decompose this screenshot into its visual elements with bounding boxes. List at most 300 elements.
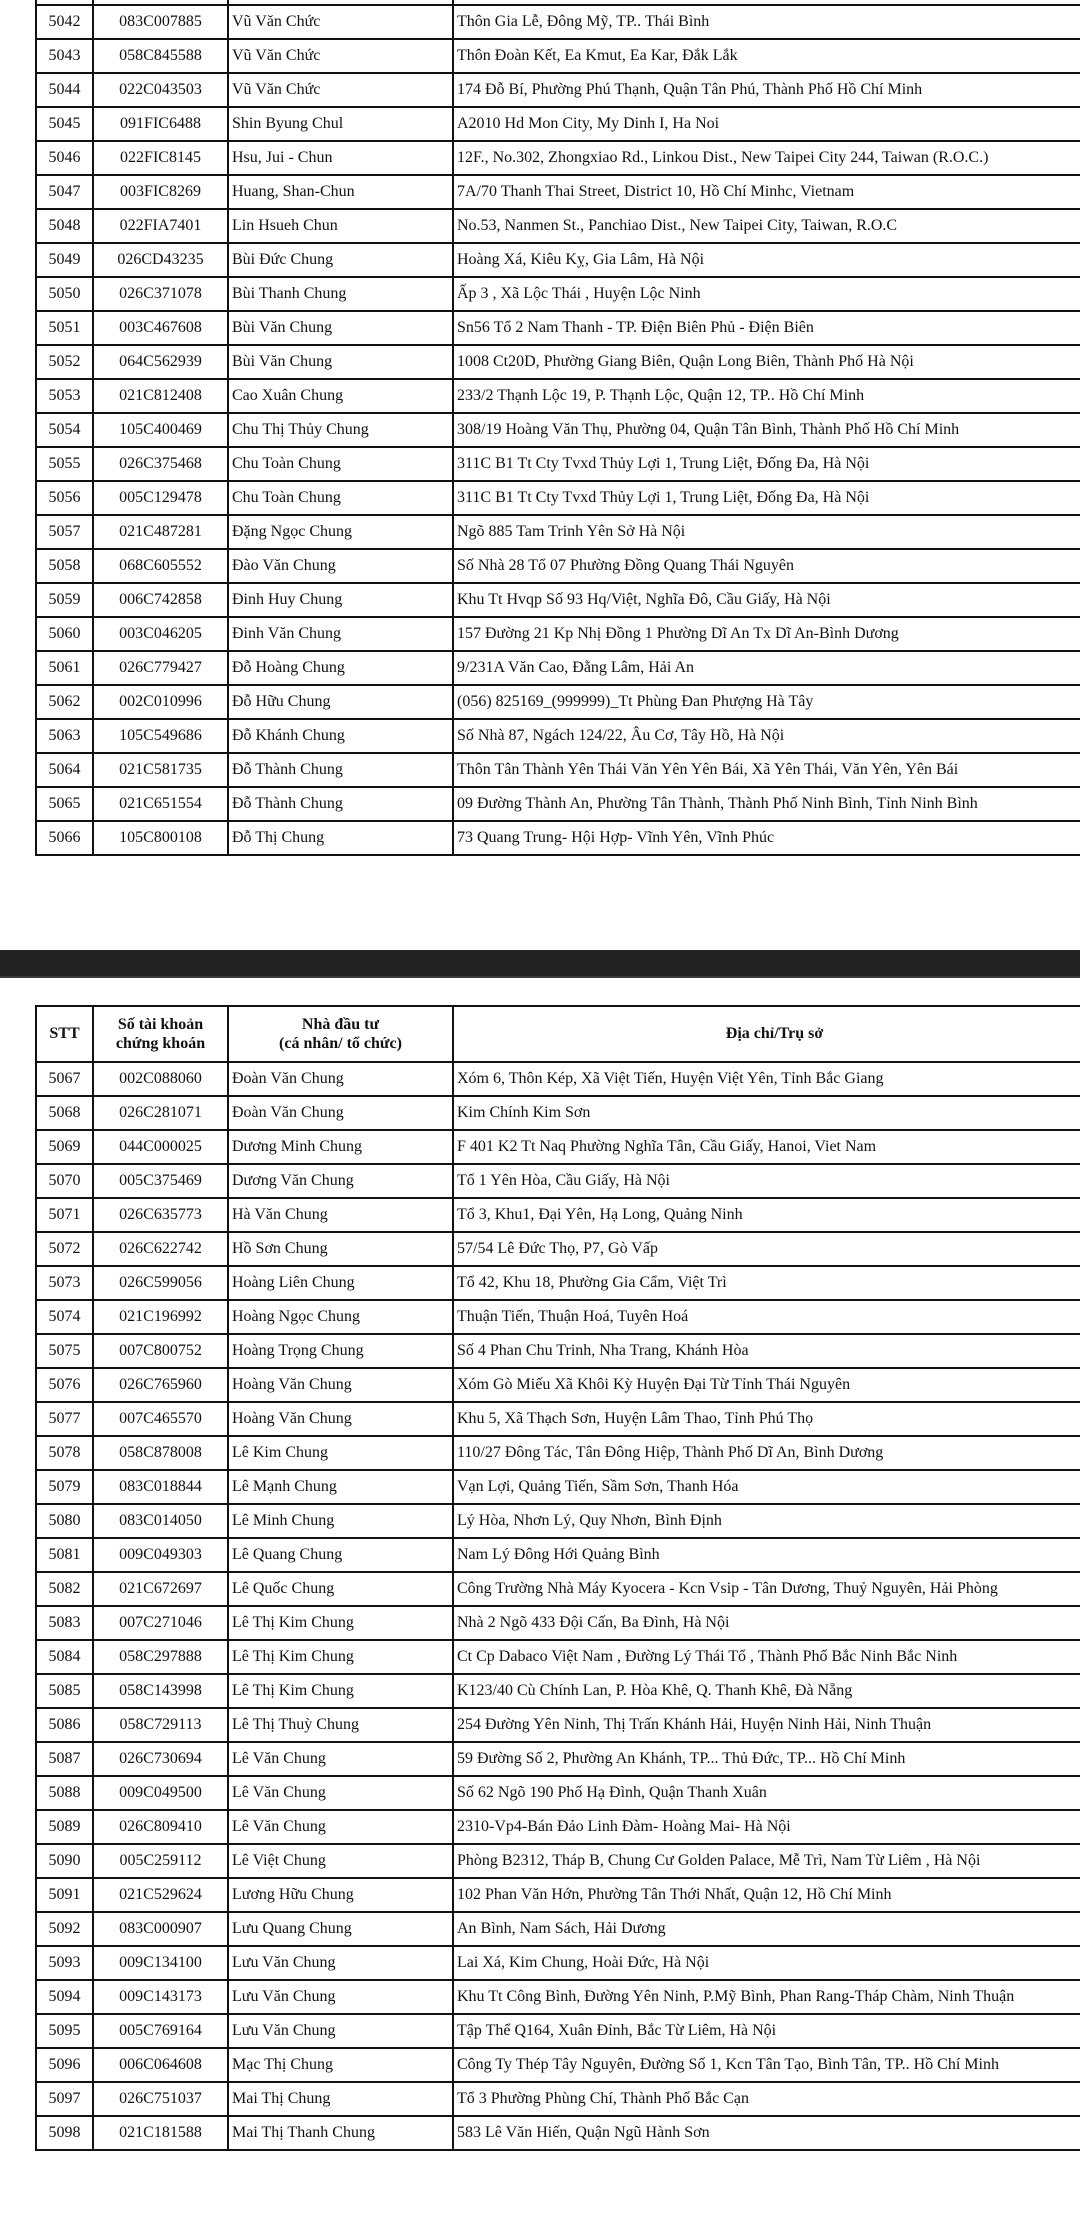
table-row (36, 1980, 1080, 2014)
cell-stt: 5055 (36, 447, 93, 481)
cell-address: Số 4 Phan Chu Trinh, Nha Trang, Khánh Hòa (453, 1334, 1080, 1368)
cell-investor-name: Lưu Quang Chung (228, 1912, 453, 1946)
cell-address: Khu Tt Công Bình, Đường Yên Ninh, P.Mỹ Bình, Phan Rang-Tháp Chàm, Ninh Thuận (453, 1980, 1080, 2014)
cell-account-number: 068C605552 (93, 549, 228, 583)
table-row (36, 1572, 1080, 1606)
cell-stt: 5046 (36, 141, 93, 175)
cell-stt: 5078 (36, 1436, 93, 1470)
cell-investor-name: Đỗ Thành Chung (228, 753, 453, 787)
cell-address: 308/19 Hoàng Văn Thụ, Phường 04, Quận Tân Bình, Thành Phố Hồ Chí Minh (453, 413, 1080, 447)
cell-investor-name: Dương Văn Chung (228, 1164, 453, 1198)
cell-address: Thuận Tiến, Thuận Hoá, Tuyên Hoá (453, 1300, 1080, 1334)
cell-investor-name: Đỗ Hữu Chung (228, 685, 453, 719)
cell-investor-name: Đào Văn Chung (228, 549, 453, 583)
cell-investor-name: Lê Quốc Chung (228, 1572, 453, 1606)
cell-account-number: 064C562939 (93, 345, 228, 379)
header-account-line2: chứng khoán (115, 1035, 206, 1052)
cell-address: 09 Đường Thành An, Phường Tân Thành, Thành Phố Ninh Bình, Tỉnh Ninh Bình (453, 787, 1080, 821)
cell-investor-name: Đinh Huy Chung (228, 583, 453, 617)
cell-account-number: 083C000907 (93, 1912, 228, 1946)
cell-stt: 5066 (36, 821, 93, 855)
cell-address: 110/27 Đông Tác, Tân Đông Hiệp, Thành Phố Dĩ An, Bình Dương (453, 1436, 1080, 1470)
table-row (36, 583, 1080, 617)
cell-address: 254 Đường Yên Ninh, Thị Trấn Khánh Hải, Huyện Ninh Hải, Ninh Thuận (453, 1708, 1080, 1742)
cell-account-number: 022C043503 (93, 73, 228, 107)
cell-investor-name: Lê Thị Kim Chung (228, 1606, 453, 1640)
cell-stt: 5085 (36, 1674, 93, 1708)
cell-account-number: 026C599056 (93, 1266, 228, 1300)
cell-stt: 5043 (36, 39, 93, 73)
cell-account-number: 007C271046 (93, 1606, 228, 1640)
cell-investor-name: Đặng Ngọc Chung (228, 515, 453, 549)
cell-stt: 5045 (36, 107, 93, 141)
table-row (36, 651, 1080, 685)
cell-address: Phòng B2312, Tháp B, Chung Cư Golden Palace, Mễ Trì, Nam Từ Liêm , Hà Nội (453, 1844, 1080, 1878)
table-row (36, 2048, 1080, 2082)
cell-account-number: 026C809410 (93, 1810, 228, 1844)
cell-address: Số Nhà 87, Ngách 124/22, Âu Cơ, Tây Hồ, Hà Nội (453, 719, 1080, 753)
cell-investor-name: Lê Văn Chung (228, 1776, 453, 1810)
table-row (36, 787, 1080, 821)
cell-stt: 5048 (36, 209, 93, 243)
cell-address: 583 Lê Văn Hiến, Quận Ngũ Hành Sơn (453, 2116, 1080, 2150)
cell-stt: 5084 (36, 1640, 93, 1674)
header-stt-label: STT (49, 1025, 80, 1043)
cell-address: 73 Quang Trung- Hội Hợp- Vĩnh Yên, Vĩnh Phúc (453, 821, 1080, 855)
cell-account-number: 005C129478 (93, 481, 228, 515)
cell-account-number: 091FIC6488 (93, 107, 228, 141)
cell-investor-name: Lin Hsueh Chun (228, 209, 453, 243)
cell-stt: 5077 (36, 1402, 93, 1436)
cell-investor-name: Lê Thị Thuỳ Chung (228, 1708, 453, 1742)
cell-stt: 5062 (36, 685, 93, 719)
table-row (36, 311, 1080, 345)
cell-investor-name: Hoàng Văn Chung (228, 1368, 453, 1402)
cell-stt: 5047 (36, 175, 93, 209)
table-row (36, 685, 1080, 719)
cell-account-number: 021C672697 (93, 1572, 228, 1606)
table-row (36, 1708, 1080, 1742)
cell-account-number: 026C622742 (93, 1232, 228, 1266)
cell-investor-name: Đỗ Khánh Chung (228, 719, 453, 753)
cell-stt: 5068 (36, 1096, 93, 1130)
cell-investor-name: Lưu Văn Chung (228, 1980, 453, 2014)
cell-account-number: 083C007885 (93, 5, 228, 39)
cell-account-number: 058C845588 (93, 39, 228, 73)
table-row (36, 1334, 1080, 1368)
cell-address: 102 Phan Văn Hớn, Phường Tân Thới Nhất, Quận 12, Hồ Chí Minh (453, 1878, 1080, 1912)
table-row (36, 1300, 1080, 1334)
table-row (36, 413, 1080, 447)
cell-account-number: 003FIC8269 (93, 175, 228, 209)
cell-stt: 5057 (36, 515, 93, 549)
cell-stt: 5081 (36, 1538, 93, 1572)
cell-account-number: 006C064608 (93, 2048, 228, 2082)
table-row (36, 1810, 1080, 1844)
cell-investor-name: Hồ Sơn Chung (228, 1232, 453, 1266)
cell-address: Kim Chính Kim Sơn (453, 1096, 1080, 1130)
table-row (36, 1368, 1080, 1402)
cell-account-number: 021C196992 (93, 1300, 228, 1334)
table-row (36, 1776, 1080, 1810)
cell-account-number: 009C143173 (93, 1980, 228, 2014)
table-row (36, 345, 1080, 379)
cell-stt: 5086 (36, 1708, 93, 1742)
cell-account-number: 002C010996 (93, 685, 228, 719)
cell-account-number: 105C400469 (93, 413, 228, 447)
cell-address: Tổ 42, Khu 18, Phường Gia Cẩm, Việt Trì (453, 1266, 1080, 1300)
table-row (36, 1742, 1080, 1776)
cell-stt: 5083 (36, 1606, 93, 1640)
cell-stt: 5054 (36, 413, 93, 447)
table-row (36, 107, 1080, 141)
cell-stt: 5049 (36, 243, 93, 277)
cell-account-number: 105C549686 (93, 719, 228, 753)
cell-address: 12F., No.302, Zhongxiao Rd., Linkou Dist., New Taipei City 244, Taiwan (R.O.C.) (453, 141, 1080, 175)
cell-account-number: 026C751037 (93, 2082, 228, 2116)
cell-stt: 5069 (36, 1130, 93, 1164)
cell-address: Tổ 1 Yên Hòa, Cầu Giấy, Hà Nội (453, 1164, 1080, 1198)
cell-account-number: 083C018844 (93, 1470, 228, 1504)
cell-stt: 5064 (36, 753, 93, 787)
header-address-label: Địa chỉ/Trụ sở (725, 1025, 824, 1043)
table-body (36, 0, 1080, 855)
table-row (36, 753, 1080, 787)
cell-account-number: 026C635773 (93, 1198, 228, 1232)
cell-account-number: 026C281071 (93, 1096, 228, 1130)
header-account-line1: Số tài khoản (117, 1015, 204, 1033)
header-row (36, 1006, 1080, 1062)
cell-address: (056) 825169_(999999)_Tt Phùng Đan Phượng Hà Tây (453, 685, 1080, 719)
cell-address: Ấp 3 , Xã Lộc Thái , Huyện Lộc Ninh (453, 277, 1080, 311)
cell-investor-name: Bùi Văn Chung (228, 311, 453, 345)
cell-stt: 5087 (36, 1742, 93, 1776)
table-row (36, 277, 1080, 311)
table-row (36, 1606, 1080, 1640)
investor-table-page-2 (35, 1005, 1080, 2151)
cell-stt: 5080 (36, 1504, 93, 1538)
cell-investor-name: Hoàng Ngọc Chung (228, 1300, 453, 1334)
cell-account-number: 058C878008 (93, 1436, 228, 1470)
table-row (36, 5, 1080, 39)
cell-stt: 5091 (36, 1878, 93, 1912)
cell-address: A2010 Hd Mon City, My Dinh I, Ha Noi (453, 107, 1080, 141)
cell-investor-name: Đỗ Thị Chung (228, 821, 453, 855)
cell-investor-name: Chu Toàn Chung (228, 447, 453, 481)
cell-address: 157 Đường 21 Kp Nhị Đồng 1 Phường Dĩ An Tx Dĩ An-Bình Dương (453, 617, 1080, 651)
table-row (36, 1130, 1080, 1164)
cell-address: 311C B1 Tt Cty Tvxd Thủy Lợi 1, Trung Liệt, Đống Đa, Hà Nội (453, 447, 1080, 481)
table-row (36, 39, 1080, 73)
cell-stt: 5097 (36, 2082, 93, 2116)
cell-investor-name: Huang, Shan-Chun (228, 175, 453, 209)
cell-account-number: 009C049303 (93, 1538, 228, 1572)
cell-stt: 5053 (36, 379, 93, 413)
cell-stt: 5082 (36, 1572, 93, 1606)
cell-account-number: 026CD43235 (93, 243, 228, 277)
cell-address: Vạn Lợi, Quảng Tiến, Sầm Sơn, Thanh Hóa (453, 1470, 1080, 1504)
cell-investor-name: Vũ Văn Chức (228, 73, 453, 107)
cell-account-number: 022FIA7401 (93, 209, 228, 243)
table-row (36, 821, 1080, 855)
cell-account-number: 005C259112 (93, 1844, 228, 1878)
cell-stt: 5050 (36, 277, 93, 311)
cell-account-number: 006C742858 (93, 583, 228, 617)
cell-address: Tổ 3, Khu1, Đại Yên, Hạ Long, Quảng Ninh (453, 1198, 1080, 1232)
cell-address: Tổ 3 Phường Phùng Chí, Thành Phố Bắc Cạn (453, 2082, 1080, 2116)
cell-account-number: 021C181588 (93, 2116, 228, 2150)
table-row (36, 1946, 1080, 1980)
cell-account-number: 021C487281 (93, 515, 228, 549)
cell-address: F 401 K2 Tt Naq Phường Nghĩa Tân, Cầu Giấy, Hanoi, Viet Nam (453, 1130, 1080, 1164)
cell-investor-name: Đoàn Văn Chung (228, 1062, 453, 1096)
cell-investor-name: Lưu Văn Chung (228, 2014, 453, 2048)
cell-investor-name: Vũ Văn Chức (228, 5, 453, 39)
cell-address: 1008 Ct20D, Phường Giang Biên, Quận Long Biên, Thành Phố Hà Nội (453, 345, 1080, 379)
cell-address: Công Trường Nhà Máy Kyocera - Kcn Vsip - Tân Dương, Thuỷ Nguyên, Hải Phòng (453, 1572, 1080, 1606)
cell-account-number: 007C465570 (93, 1402, 228, 1436)
table-row (36, 2116, 1080, 2150)
cell-account-number: 021C651554 (93, 787, 228, 821)
cell-investor-name: Đinh Văn Chung (228, 617, 453, 651)
table-row (36, 73, 1080, 107)
cell-address: Số Nhà 28 Tổ 07 Phường Đồng Quang Thái Nguyên (453, 549, 1080, 583)
cell-account-number: 026C765960 (93, 1368, 228, 1402)
cell-investor-name: Lương Hữu Chung (228, 1878, 453, 1912)
cell-address: Khu 5, Xã Thạch Sơn, Huyện Lâm Thao, Tỉnh Phú Thọ (453, 1402, 1080, 1436)
cell-investor-name: Mạc Thị Chung (228, 2048, 453, 2082)
cell-address: Hoàng Xá, Kiêu Kỵ, Gia Lâm, Hà Nội (453, 243, 1080, 277)
cell-address: Nhà 2 Ngõ 433 Đội Cấn, Ba Đình, Hà Nội (453, 1606, 1080, 1640)
cell-investor-name: Lưu Văn Chung (228, 1946, 453, 1980)
cell-account-number: 058C297888 (93, 1640, 228, 1674)
cell-address: Ngõ 885 Tam Trinh Yên Sở Hà Nội (453, 515, 1080, 549)
cell-investor-name: Mai Thị Thanh Chung (228, 2116, 453, 2150)
cell-address: Sn56 Tổ 2 Nam Thanh - TP. Điện Biên Phủ - Điện Biên (453, 311, 1080, 345)
cell-investor-name: Lê Văn Chung (228, 1810, 453, 1844)
table-row (36, 141, 1080, 175)
cell-address: An Bình, Nam Sách, Hải Dương (453, 1912, 1080, 1946)
cell-address: Khu Tt Hvqp Số 93 Hq/Việt, Nghĩa Đô, Cầu Giấy, Hà Nội (453, 583, 1080, 617)
cell-investor-name: Lê Minh Chung (228, 1504, 453, 1538)
cell-address: Ct Cp Dabaco Việt Nam , Đường Lý Thái Tổ , Thành Phố Bắc Ninh Bắc Ninh (453, 1640, 1080, 1674)
cell-investor-name: Vũ Văn Chức (228, 39, 453, 73)
cell-stt: 5052 (36, 345, 93, 379)
cell-address: Xóm 6, Thôn Kép, Xã Việt Tiến, Huyện Việt Yên, Tỉnh Bắc Giang (453, 1062, 1080, 1096)
table-row (36, 1878, 1080, 1912)
header-investor-line1: Nhà đầu tư (301, 1015, 380, 1033)
cell-address: 9/231A Văn Cao, Đằng Lâm, Hải An (453, 651, 1080, 685)
cell-investor-name: Đỗ Hoàng Chung (228, 651, 453, 685)
cell-account-number: 005C769164 (93, 2014, 228, 2048)
table-row (36, 1504, 1080, 1538)
cell-investor-name: Đoàn Văn Chung (228, 1096, 453, 1130)
cell-stt: 5059 (36, 583, 93, 617)
cell-address: Thôn Đoàn Kết, Ea Kmut, Ea Kar, Đắk Lắk (453, 39, 1080, 73)
table-row (36, 1232, 1080, 1266)
cell-investor-name: Bùi Văn Chung (228, 345, 453, 379)
cell-account-number: 026C375468 (93, 447, 228, 481)
cell-investor-name: Hà Văn Chung (228, 1198, 453, 1232)
cell-investor-name: Lê Thị Kim Chung (228, 1640, 453, 1674)
cell-stt: 5067 (36, 1062, 93, 1096)
table-row (36, 719, 1080, 753)
table-row (36, 1402, 1080, 1436)
cell-address: 174 Đỗ Bí, Phường Phú Thạnh, Quận Tân Phú, Thành Phố Hồ Chí Minh (453, 73, 1080, 107)
cell-stt: 5074 (36, 1300, 93, 1334)
table-row (36, 1470, 1080, 1504)
cell-account-number: 044C000025 (93, 1130, 228, 1164)
cell-account-number: 026C730694 (93, 1742, 228, 1776)
cell-stt: 5042 (36, 5, 93, 39)
table-row (36, 2014, 1080, 2048)
cell-stt: 5095 (36, 2014, 93, 2048)
page-separator-band (0, 950, 1080, 978)
cell-address: Lý Hòa, Nhơn Lý, Quy Nhơn, Bình Định (453, 1504, 1080, 1538)
cell-investor-name: Mai Thị Chung (228, 2082, 453, 2116)
cell-account-number: 105C800108 (93, 821, 228, 855)
table-row (36, 1198, 1080, 1232)
cell-address: 7A/70 Thanh Thai Street, District 10, Hồ Chí Minhc, Vietnam (453, 175, 1080, 209)
cell-account-number: 007C800752 (93, 1334, 228, 1368)
cell-investor-name: Lê Quang Chung (228, 1538, 453, 1572)
cell-investor-name: Lê Kim Chung (228, 1436, 453, 1470)
cell-address: Công Ty Thép Tây Nguyên, Đường Số 1, Kcn Tân Tạo, Bình Tân, TP.. Hồ Chí Minh (453, 2048, 1080, 2082)
cell-account-number: 026C779427 (93, 651, 228, 685)
table-row (36, 617, 1080, 651)
table-row (36, 1062, 1080, 1096)
header-stt (36, 1006, 93, 1062)
table-row (36, 1164, 1080, 1198)
cell-stt: 5063 (36, 719, 93, 753)
table-row (36, 1912, 1080, 1946)
cell-investor-name: Lê Việt Chung (228, 1844, 453, 1878)
table-row (36, 379, 1080, 413)
cell-address: Thôn Gia Lễ, Đông Mỹ, TP.. Thái Bình (453, 5, 1080, 39)
table-row (36, 1266, 1080, 1300)
cell-address: No.53, Nanmen St., Panchiao Dist., New Taipei City, Taiwan, R.O.C (453, 209, 1080, 243)
cell-stt: 5096 (36, 2048, 93, 2082)
cell-account-number: 021C812408 (93, 379, 228, 413)
cell-stt: 5093 (36, 1946, 93, 1980)
cell-address: Tập Thể Q164, Xuân Đỉnh, Bắc Từ Liêm, Hà Nội (453, 2014, 1080, 2048)
cell-investor-name: Bùi Đức Chung (228, 243, 453, 277)
cell-stt: 5092 (36, 1912, 93, 1946)
table-row (36, 549, 1080, 583)
cell-investor-name: Chu Toàn Chung (228, 481, 453, 515)
cell-address: Số 62 Ngõ 190 Phố Hạ Đình, Quận Thanh Xuân (453, 1776, 1080, 1810)
header-address (453, 1006, 1080, 1062)
cell-investor-name: Đỗ Thành Chung (228, 787, 453, 821)
cell-account-number: 009C049500 (93, 1776, 228, 1810)
cell-account-number: 022FIC8145 (93, 141, 228, 175)
table-row (36, 209, 1080, 243)
cell-account-number: 003C046205 (93, 617, 228, 651)
table-row (36, 447, 1080, 481)
table-row (36, 1436, 1080, 1470)
cell-stt: 5060 (36, 617, 93, 651)
table-row (36, 1674, 1080, 1708)
table-row (36, 1844, 1080, 1878)
cell-investor-name: Lê Văn Chung (228, 1742, 453, 1776)
cell-stt: 5089 (36, 1810, 93, 1844)
cell-investor-name: Hoàng Trọng Chung (228, 1334, 453, 1368)
cell-account-number: 009C134100 (93, 1946, 228, 1980)
cell-stt: 5090 (36, 1844, 93, 1878)
cell-account-number: 026C371078 (93, 277, 228, 311)
cell-account-number: 021C529624 (93, 1878, 228, 1912)
cell-address: 57/54 Lê Đức Thọ, P7, Gò Vấp (453, 1232, 1080, 1266)
cell-account-number: 021C581735 (93, 753, 228, 787)
cell-address: 233/2 Thạnh Lộc 19, P. Thạnh Lộc, Quận 12, TP.. Hồ Chí Minh (453, 379, 1080, 413)
header-investor-line2: (cá nhân/ tổ chức) (279, 1035, 402, 1052)
cell-stt: 5076 (36, 1368, 93, 1402)
table-body (36, 1062, 1080, 2150)
cell-stt: 5058 (36, 549, 93, 583)
table-row (36, 515, 1080, 549)
cell-account-number: 002C088060 (93, 1062, 228, 1096)
table-row (36, 175, 1080, 209)
cell-investor-name: Lê Mạnh Chung (228, 1470, 453, 1504)
cell-stt: 5056 (36, 481, 93, 515)
cell-investor-name: Hoàng Văn Chung (228, 1402, 453, 1436)
table-row (36, 1640, 1080, 1674)
cell-address: Lai Xá, Kim Chung, Hoài Đức, Hà Nội (453, 1946, 1080, 1980)
cell-investor-name: Shin Byung Chul (228, 107, 453, 141)
cell-stt: 5094 (36, 1980, 93, 2014)
cell-address: 2310-Vp4-Bán Đảo Linh Đàm- Hoàng Mai- Hà Nội (453, 1810, 1080, 1844)
cell-stt: 5073 (36, 1266, 93, 1300)
cell-stt: 5044 (36, 73, 93, 107)
cell-investor-name: Bùi Thanh Chung (228, 277, 453, 311)
cell-stt: 5079 (36, 1470, 93, 1504)
cell-address: Nam Lý Đông Hới Quảng Bình (453, 1538, 1080, 1572)
cell-stt: 5070 (36, 1164, 93, 1198)
cell-investor-name: Chu Thị Thủy Chung (228, 413, 453, 447)
cell-stt: 5065 (36, 787, 93, 821)
cell-investor-name: Cao Xuân Chung (228, 379, 453, 413)
cell-account-number: 058C143998 (93, 1674, 228, 1708)
cell-account-number: 058C729113 (93, 1708, 228, 1742)
header-account (93, 1006, 228, 1062)
cell-investor-name: Hoàng Liên Chung (228, 1266, 453, 1300)
table-header (36, 1006, 1080, 1062)
cell-account-number: 003C467608 (93, 311, 228, 345)
cell-address: K123/40 Cù Chính Lan, P. Hòa Khê, Q. Thanh Khê, Đà Nẵng (453, 1674, 1080, 1708)
table-row (36, 243, 1080, 277)
investor-table-page-1 (35, 0, 1080, 856)
table-row (36, 1096, 1080, 1130)
cell-address: Xóm Gò Miếu Xã Khôi Kỳ Huyện Đại Từ Tỉnh Thái Nguyên (453, 1368, 1080, 1402)
cell-account-number: 005C375469 (93, 1164, 228, 1198)
header-investor (228, 1006, 453, 1062)
cell-stt: 5072 (36, 1232, 93, 1266)
cell-investor-name: Dương Minh Chung (228, 1130, 453, 1164)
table-row (36, 2082, 1080, 2116)
cell-stt: 5088 (36, 1776, 93, 1810)
table-row (36, 1538, 1080, 1572)
table-row (36, 481, 1080, 515)
cell-address: 311C B1 Tt Cty Tvxd Thủy Lợi 1, Trung Liệt, Đống Đa, Hà Nội (453, 481, 1080, 515)
cell-stt: 5098 (36, 2116, 93, 2150)
cell-address: 59 Đường Số 2, Phường An Khánh, TP... Thủ Đức, TP... Hồ Chí Minh (453, 1742, 1080, 1776)
cell-address: Thôn Tân Thành Yên Thái Văn Yên Yên Bái, Xã Yên Thái, Văn Yên, Yên Bái (453, 753, 1080, 787)
cell-investor-name: Lê Thị Kim Chung (228, 1674, 453, 1708)
cell-account-number: 083C014050 (93, 1504, 228, 1538)
cell-stt: 5071 (36, 1198, 93, 1232)
cell-investor-name: Hsu, Jui - Chun (228, 141, 453, 175)
cell-stt: 5051 (36, 311, 93, 345)
